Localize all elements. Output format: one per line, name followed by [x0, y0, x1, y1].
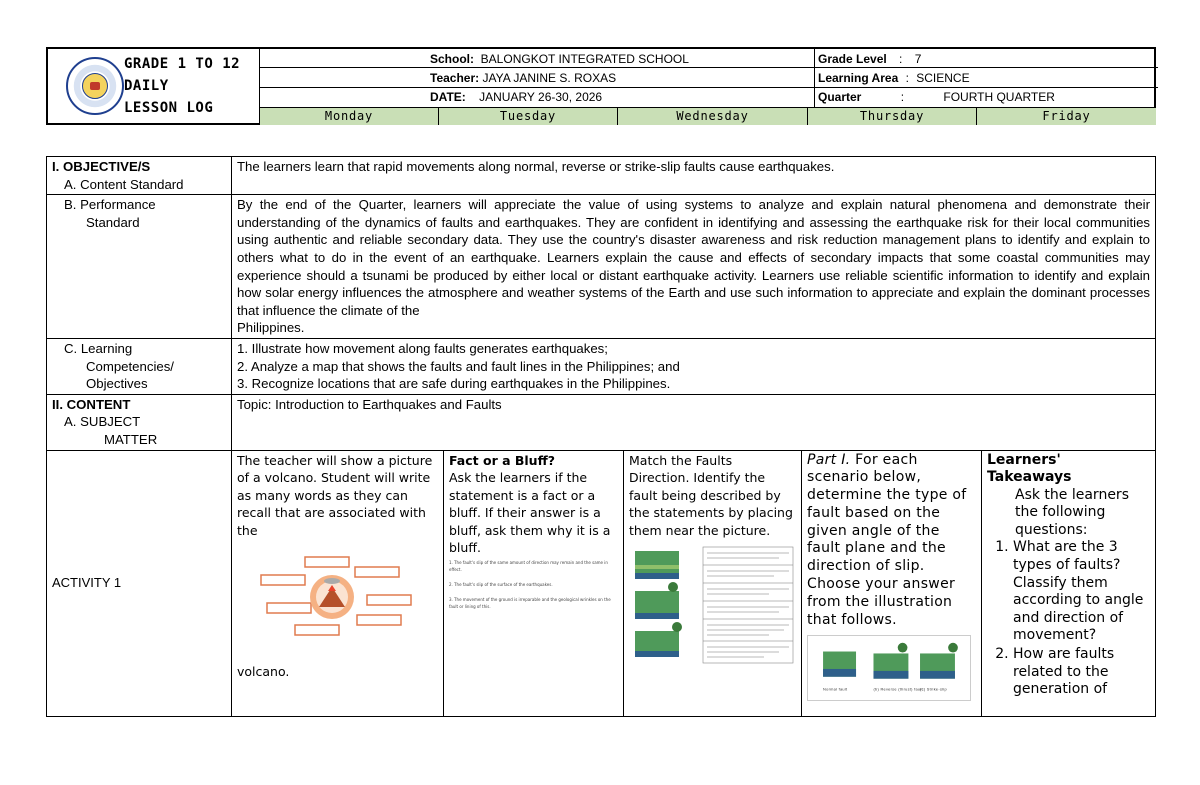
friday-activity-cell — [982, 450, 1156, 716]
school-field: School: BALONGKOT INTEGRATED SCHOOL — [430, 52, 689, 66]
activity-label: ACTIVITY 1 — [47, 450, 232, 716]
caption-normal: Normal fault — [823, 686, 848, 692]
fault-matching-worksheet-icon — [629, 545, 795, 665]
perf-label-line-2: Standard — [86, 214, 140, 230]
comp-label-line-2: Competencies/ — [86, 358, 174, 374]
topic-text: Topic: Introduction to Earthquakes and Faults — [232, 394, 1156, 450]
objectives-label-cell — [47, 157, 232, 195]
objectives-heading: I. OBJECTIVE/S — [52, 159, 151, 174]
title-line-3: LESSON LOG — [124, 100, 214, 116]
comp-label-line-3: Objectives — [86, 376, 148, 392]
comp-label-line-1: C. Learning — [64, 340, 133, 356]
takeaway-question: 1. What are the 3 types of faults? Classify them according to angle and direction of movement? — [1013, 539, 1150, 645]
wednesday-activity-cell — [624, 450, 802, 716]
fact-bluff-statement: 3. The movement of the ground is irreparable and the geological wrinkles on the fault or lining of this. — [449, 596, 611, 609]
content-standard-row — [47, 157, 1156, 195]
day-tuesday: Tuesday — [438, 108, 617, 125]
caption-strike-slip: (c) Strike-slip — [920, 686, 947, 692]
performance-standard-cell — [232, 195, 1156, 339]
day-wednesday: Wednesday — [617, 108, 807, 125]
thursday-activity-text — [807, 452, 976, 630]
tuesday-activity-cell — [444, 450, 624, 716]
title-line-1: GRADE 1 TO 12 — [124, 56, 241, 72]
deped-seal-icon — [66, 57, 124, 115]
takeaway-questions — [987, 539, 1150, 698]
friday-activity-intro: Ask the learners the following questions: — [1015, 486, 1129, 538]
day-monday: Monday — [324, 109, 374, 123]
teacher-field: Teacher: JAYA JANINE S. ROXAS — [430, 71, 617, 85]
volcano-word-web-icon — [257, 551, 417, 641]
lesson-log-header — [46, 47, 1156, 125]
fact-bluff-statement: 1. The fault's slip of the same amount of direction may remain and the same in effect. — [449, 559, 608, 572]
logo-cell — [48, 49, 260, 125]
performance-standard-label — [47, 195, 232, 339]
activity-row — [47, 450, 1156, 716]
monday-activity-text: The teacher will show a picture of a volcano. Student will write as many words as they can recall that are associated with the — [237, 452, 433, 538]
caption-reverse: (b) Reverse (thrust) fault — [873, 686, 923, 692]
divider — [814, 49, 815, 107]
learning-area-field: Learning Area : SCIENCE — [818, 71, 970, 85]
weekday-row — [260, 107, 1156, 125]
fact-bluff-statement: 2. The fault's slip of the surface of the earthquakes. — [449, 581, 553, 587]
competency-item: 3. Recognize locations that are safe during earthquakes in the Philippines. — [237, 376, 671, 392]
fault-types-illustration-icon — [807, 635, 971, 701]
thursday-activity-cell — [802, 450, 982, 716]
subject-label-1: A. SUBJECT — [64, 414, 141, 430]
content-standard-text: The learners learn that rapid movements along normal, reverse or strike-slip faults cause earthquakes. — [232, 157, 1156, 195]
performance-standard-end: Philippines. — [237, 320, 305, 336]
subject-matter-row — [47, 394, 1156, 450]
competencies-label — [47, 338, 232, 394]
wednesday-activity-text: Match the Faults Direction. Identify the fault being described by the statements by placing them near the picture. — [629, 452, 793, 538]
date-field: DATE: JANUARY 26-30, 2026 — [430, 90, 603, 104]
friday-activity-title: Learners' Takeaways — [987, 451, 1072, 486]
content-heading: II. CONTENT — [52, 396, 131, 412]
thursday-instructions: For each scenario below, determine the type of fault based on the given angle of the fault plane and the direction of slip. Choose your answer from the illustration that follows. — [807, 451, 967, 628]
log-title — [124, 53, 240, 119]
part-label: Part I. — [807, 451, 851, 468]
day-thursday: Thursday — [807, 108, 976, 125]
content-standard-label: A. Content Standard — [64, 176, 184, 192]
quarter-field: Quarter : FOURTH QUARTER — [818, 90, 1055, 104]
content-label-cell — [47, 394, 232, 450]
competency-item: 1. Illustrate how movement along faults generates earthquakes; — [237, 340, 608, 356]
title-line-2: DAILY — [124, 78, 169, 94]
tuesday-activity-text: Ask the learners if the statement is a fact or a bluff. If their answer is a bluff, ask them why it is a bluff. — [449, 470, 611, 555]
competencies-cell — [232, 338, 1156, 394]
monday-activity-end: volcano. — [237, 663, 290, 679]
subject-label-2: MATTER — [104, 431, 158, 447]
tuesday-activity-title: Fact or a Bluff? — [449, 452, 555, 468]
performance-standard-row — [47, 195, 1156, 339]
grade-level-field: Grade Level : 7 — [818, 52, 922, 66]
monday-activity-cell — [232, 450, 444, 716]
competency-item: 2. Analyze a map that shows the faults and fault lines in the Philippines; and — [237, 358, 680, 374]
competencies-row — [47, 338, 1156, 394]
perf-label-line-1: B. Performance — [64, 197, 156, 213]
takeaway-question: 2. How are faults related to the generation of — [1013, 646, 1150, 699]
lesson-table — [46, 156, 1156, 717]
day-friday: Friday — [976, 108, 1156, 125]
performance-standard-text: By the end of the Quarter, learners will appreciate the value of using systems to analyze and explain natural phenomena and demonstrate their understanding of the dynamics of faults and earthquakes. They are confident in identifying and assessing the earthquake risk for their local communities using authentic and reliable secondary data. They use the country's disaster awareness and risk reduction management plans to identify and explain to others what to do in the event of an earthquake. Learners explain the cause and effects of secondary impacts that some coastal communities may experience should a tsunami be produced by either local or distant earthquake activity. Learners use reliable scientific information to identify and explain how solar energy influences the atmosphere and weather systems of the Earth and use such information to appreciate and explain the dominant processes that influence the climate of the — [237, 197, 1150, 318]
divider — [260, 67, 1158, 68]
